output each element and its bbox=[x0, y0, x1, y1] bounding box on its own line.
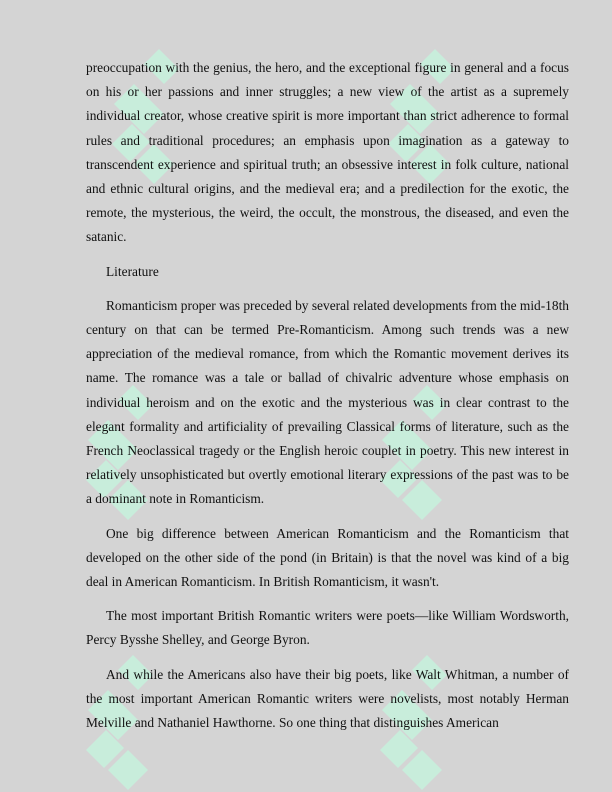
body-paragraph: One big difference between American Romanticism and the Romanticism that developed on the other side of the pond (in Britain) is that the novel was kind of a big deal in American Romanticism. In British Romanticism, it wasn't. bbox=[86, 525, 569, 590]
body-paragraph: preoccupation with the genius, the hero, and the exceptional figure in general and a focus on his or her passions and inner struggles; a new view of the artist as a supremely individual creator, whose creative spirit is more important than strict adherence to formal rules and traditional procedures; an emphasis upon imagination as a gateway to transcendent experience and spiritual truth; an obsessive interest in folk culture, national and ethnic cultural origins, and the medieval era; and a predilection for the exotic, the remote, the mysterious, the weird, the occult, the monstrous, the diseased, and even the satanic. bbox=[86, 60, 569, 245]
section-heading: Literature bbox=[106, 263, 159, 279]
document-body bbox=[86, 56, 569, 745]
body-paragraph: And while the Americans also have their big poets, like Walt Whitman, a number of the most important American Romantic writers were novelists, most notably Herman Melville and Nathaniel Hawthorne. So one thing that distinguishes American bbox=[86, 666, 569, 731]
body-paragraph: Romanticism proper was preceded by several related developments from the mid-18th century on that can be termed Pre-Romanticism. Among such trends was a new appreciation of the medieval romance, from which the Romantic movement derives its name. The romance was a tale or ballad of chivalric adventure whose emphasis on individual heroism and on the exotic and the mysterious was in clear contrast to the elegant formality and artificiality of prevailing Classical forms of literature, such as the French Neoclassical tragedy or the English heroic couplet in poetry. This new interest in relatively unsophisticated but overtly emotional literary expressions of the past was to be a dominant note in Romanticism. bbox=[86, 297, 569, 507]
body-paragraph: The most important British Romantic writers were poets—like William Wordsworth, Percy Bysshe Shelley, and George Byron. bbox=[86, 608, 569, 648]
